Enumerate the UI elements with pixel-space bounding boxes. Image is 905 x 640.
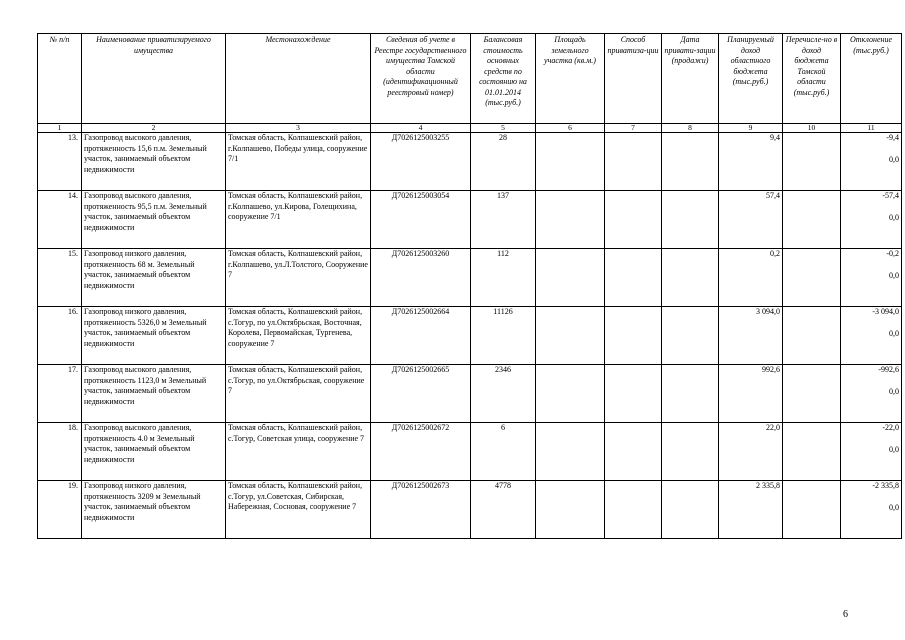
col-number: 3 [226,124,371,133]
balance-value: 6 [471,423,536,481]
col-number: 9 [719,124,783,133]
registry-number: Д7026125002664 [371,307,471,365]
table-row [38,481,902,539]
table-row [38,249,902,307]
planned-income: 2 335,8 [719,481,783,539]
object-name: Газопровод высокого давления, протяженность 95,5 п.м. Земельный участок, занимаемый объектом недвижимости [82,191,226,249]
col-number: 5 [471,124,536,133]
land-area [536,307,605,365]
privatization-method [605,191,662,249]
header-planned: Планируемый доход областного бюджета (тыс.руб.) [719,34,783,124]
table-row [38,307,902,365]
header-row [38,34,902,124]
deviation-land-value: 0,0 [889,386,899,396]
table-row [38,423,902,481]
deviation-land-value: 0,0 [889,328,899,338]
row-number: 13. [38,133,82,191]
registry-number: Д7026125003255 [371,133,471,191]
privatization-date [662,481,719,539]
land-area [536,423,605,481]
header-registry: Сведения об учете в Реестре государственного имущества Томской области (идентификационный реестровый номер) [371,34,471,124]
col-number: 1 [38,124,82,133]
col-number: 2 [82,124,226,133]
col-number: 11 [841,124,902,133]
deviation-land-value: 0,0 [889,212,899,222]
object-location: Томская область, Колпашевский район, с.Тогур, по ул.Октябрьская, сооружение 7 [226,365,371,423]
deviation-cell [841,133,902,191]
planned-income: 992,6 [719,365,783,423]
header-date: Дата привати-зации (продажи) [662,34,719,124]
col-number: 6 [536,124,605,133]
privatization-method [605,307,662,365]
col-number: 10 [783,124,841,133]
privatization-method [605,423,662,481]
privatization-method [605,481,662,539]
registry-number: Д7026125003054 [371,191,471,249]
balance-value: 4778 [471,481,536,539]
land-area [536,249,605,307]
deviation-value: -9,4 [886,133,899,142]
privatization-date [662,307,719,365]
col-number: 7 [605,124,662,133]
balance-value: 11126 [471,307,536,365]
object-name: Газопровод высокого давления, протяженность 1123,0 м Земельный участок, занимаемый объектом недвижимости [82,365,226,423]
deviation-cell [841,249,902,307]
object-location: Томская область, Колпашевский район, г.Колпашево, ул.Л.Толстого, Сооружение 7 [226,249,371,307]
object-name: Газопровод низкого давления, протяженность 3209 м Земельный участок, занимаемый объектом недвижимости [82,481,226,539]
object-name: Газопровод высокого давления, протяженность 15,6 п.м. Земельный участок, занимаемый объектом недвижимости [82,133,226,191]
deviation-value: -2 335,8 [872,481,899,490]
row-number: 15. [38,249,82,307]
privatization-method [605,249,662,307]
registry-number: Д7026125002673 [371,481,471,539]
object-name: Газопровод низкого давления, протяженность 68 м. Земельный участок, занимаемый объектом недвижимости [82,249,226,307]
privatization-method [605,365,662,423]
header-deviation: Отклонение (тыс.руб.) [841,34,902,124]
privatization-date [662,423,719,481]
transferred-amount [783,133,841,191]
deviation-value: -0,2 [886,249,899,258]
planned-income: 22,0 [719,423,783,481]
deviation-value: -22,0 [882,423,899,432]
column-number-row [38,124,902,133]
land-area [536,365,605,423]
land-area [536,481,605,539]
header-area: Площадь земельного участка (кв.м.) [536,34,605,124]
balance-value: 28 [471,133,536,191]
table-row [38,365,902,423]
transferred-amount [783,423,841,481]
planned-income: 9,4 [719,133,783,191]
header-balance: Балансовая стоимость основных средств по состоянию на 01.01.2014 (тыс.руб.) [471,34,536,124]
object-location: Томская область, Колпашевский район, с.Тогур, по ул.Октябрьская, Восточная, Королева, Первомайская, Тургенева, сооружение 7 [226,307,371,365]
header-method: Способ приватиза-ции [605,34,662,124]
deviation-value: -992,6 [878,365,899,374]
privatization-date [662,133,719,191]
table-row [38,191,902,249]
deviation-cell [841,481,902,539]
deviation-value: -3 094,0 [872,307,899,316]
row-number: 16. [38,307,82,365]
privatization-date [662,249,719,307]
row-number: 17. [38,365,82,423]
deviation-cell [841,365,902,423]
header-name: Наименование приватизируемого имущества [82,34,226,124]
privatization-date [662,365,719,423]
deviation-cell [841,191,902,249]
planned-income: 0,2 [719,249,783,307]
col-number: 4 [371,124,471,133]
privatization-date [662,191,719,249]
registry-number: Д7026125002672 [371,423,471,481]
deviation-land-value: 0,0 [889,444,899,454]
privatization-method [605,133,662,191]
deviation-cell [841,423,902,481]
registry-number: Д7026125002665 [371,365,471,423]
row-number: 19. [38,481,82,539]
deviation-value: -57,4 [882,191,899,200]
header-transferred: Перечисле-но в доход бюджета Томской области (тыс.руб.) [783,34,841,124]
table-row [38,133,902,191]
balance-value: 2346 [471,365,536,423]
land-area [536,133,605,191]
deviation-land-value: 0,0 [889,502,899,512]
object-location: Томская область, Колпашевский район, с.Тогур, Советская улица, сооружение 7 [226,423,371,481]
transferred-amount [783,249,841,307]
object-name: Газопровод низкого давления, протяженность 5326,0 м Земельный участок, занимаемый объектом недвижимости [82,307,226,365]
registry-number: Д7026125003260 [371,249,471,307]
transferred-amount [783,191,841,249]
land-area [536,191,605,249]
row-number: 18. [38,423,82,481]
deviation-land-value: 0,0 [889,154,899,164]
object-location: Томская область, Колпашевский район, г.Колпашево, Победы улица, сооружение 7/1 [226,133,371,191]
header-location: Местонахождение [226,34,371,124]
header-num: № п/п [38,34,82,124]
deviation-cell [841,307,902,365]
row-number: 14. [38,191,82,249]
planned-income: 57,4 [719,191,783,249]
balance-value: 137 [471,191,536,249]
planned-income: 3 094,0 [719,307,783,365]
object-location: Томская область, Колпашевский район, г.Колпашево, ул.Кирова, Голещихина, сооружение 7/1 [226,191,371,249]
transferred-amount [783,481,841,539]
privatization-table [37,33,902,539]
deviation-land-value: 0,0 [889,270,899,280]
transferred-amount [783,307,841,365]
object-name: Газопровод высокого давления, протяженность 4.0 м Земельный участок, занимаемый объектом недвижимости [82,423,226,481]
object-location: Томская область, Колпашевский район, с.Тогур, ул.Советская, Сибирская, Набережная, Сосновая, сооружение 7 [226,481,371,539]
page-number: 6 [843,609,848,620]
balance-value: 112 [471,249,536,307]
col-number: 8 [662,124,719,133]
transferred-amount [783,365,841,423]
